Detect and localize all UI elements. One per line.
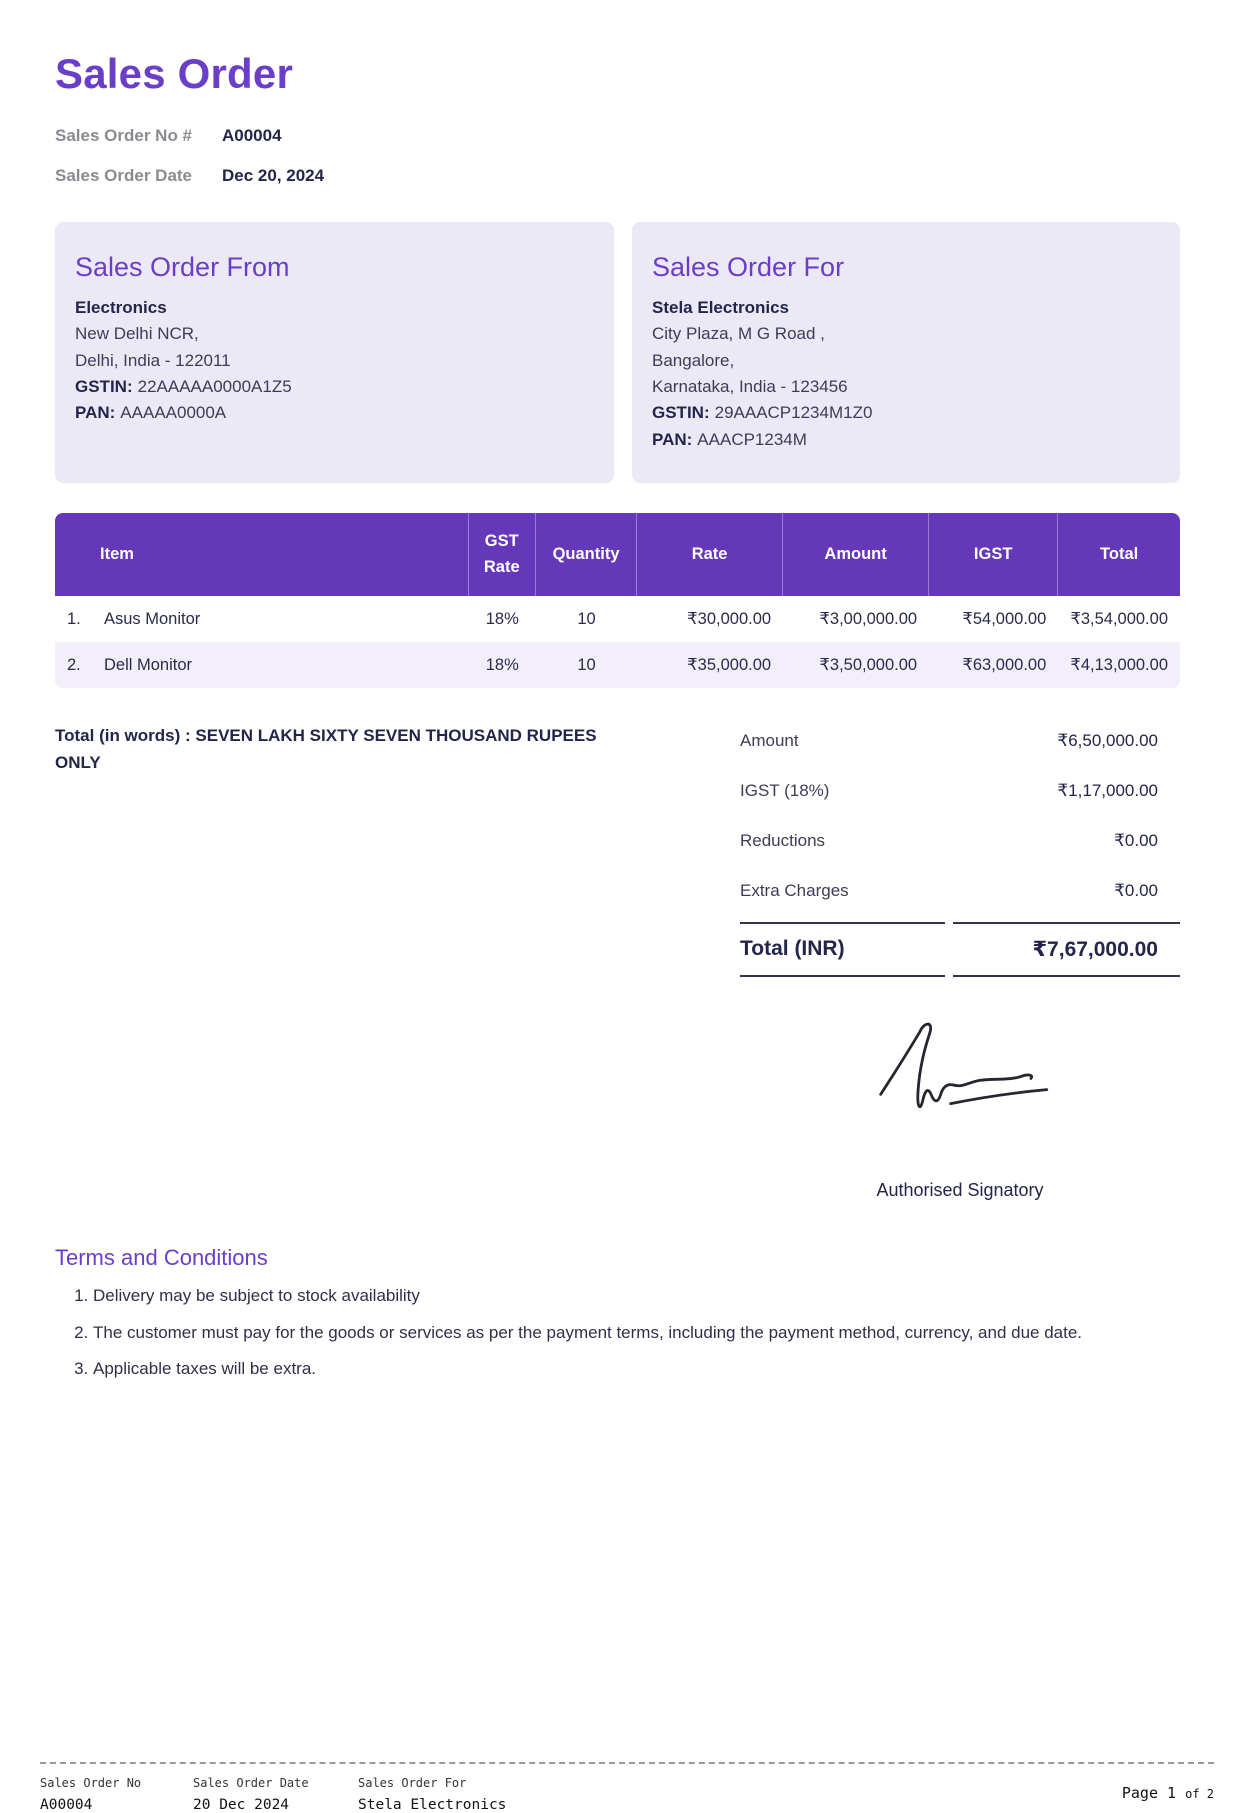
summary-label: Amount — [740, 731, 799, 751]
footer-order-date — [193, 1776, 358, 1813]
rate-cell: ₹35,000.00 — [637, 642, 783, 688]
igst-cell: ₹63,000.00 — [929, 642, 1058, 688]
summary-row-igst — [740, 766, 1180, 816]
buyer-address-line: Bangalore, — [652, 350, 735, 370]
column-header-igst: IGST — [929, 513, 1058, 596]
buyer-panel — [632, 222, 1180, 483]
seller-pan — [75, 400, 594, 426]
buyer-pan — [652, 427, 1160, 453]
summary-label: Extra Charges — [740, 881, 849, 901]
buyer-panel-heading: Sales Order For — [652, 252, 845, 282]
column-header-rate: Rate — [637, 513, 783, 596]
column-header-gst-rate: GST Rate — [469, 513, 536, 596]
item-cell — [55, 642, 469, 688]
signature-image — [845, 1015, 1075, 1127]
seller-name: Electronics — [75, 298, 167, 317]
authorised-signatory-label: Authorised Signatory — [876, 1180, 1044, 1201]
items-table-header-row — [55, 513, 1180, 596]
seller-gstin-value: 22AAAAA0000A1Z5 — [137, 377, 292, 397]
order-date-value: Dec 20, 2024 — [222, 166, 325, 185]
grand-total-label: Total (INR) — [740, 922, 945, 977]
summary-row-reductions — [740, 816, 1180, 866]
page-number: Page 1 — [1121, 1784, 1177, 1802]
summary-row-extra-charges — [740, 866, 1180, 916]
page-title: Sales Order — [55, 50, 293, 97]
buyer-gstin — [652, 400, 1160, 426]
terms-heading: Terms and Conditions — [55, 1245, 268, 1271]
amount-cell: ₹3,50,000.00 — [783, 642, 929, 688]
total-in-words: Total (in words) : SEVEN LAKH SIXTY SEVEN THOUSAND RUPEES ONLY — [55, 726, 597, 773]
terms-item: 3. Applicable taxes will be extra. — [93, 1356, 1180, 1382]
page-footer — [40, 1762, 1214, 1813]
buyer-gstin-value: 29AAACP1234M1Z0 — [714, 403, 873, 423]
table-row — [55, 642, 1180, 688]
terms-item: 1. Delivery may be subject to stock availability — [93, 1283, 1180, 1309]
summary-value: ₹6,50,000.00 — [1057, 731, 1158, 751]
order-number-row — [55, 126, 1180, 146]
footer-order-for-label: Sales Order For — [358, 1776, 467, 1790]
buyer-pan-value: AAACP1234M — [697, 429, 807, 449]
grand-total-value: ₹7,67,000.00 — [953, 922, 1180, 977]
footer-order-date-value: 20 Dec 2024 — [193, 1797, 290, 1813]
order-number-value: A00004 — [222, 126, 282, 145]
buyer-address-line: City Plaza, M G Road , — [652, 324, 825, 344]
footer-order-date-label: Sales Order Date — [193, 1776, 309, 1790]
column-header-quantity: Quantity — [536, 513, 637, 596]
order-date-row — [55, 166, 1180, 186]
gst-rate-cell: 18% — [469, 642, 536, 688]
order-meta — [55, 126, 1180, 186]
buyer-address-line: Karnataka, India - 123456 — [652, 377, 848, 397]
buyer-name: Stela Electronics — [652, 298, 790, 317]
item-name: Dell Monitor — [104, 655, 193, 674]
column-header-total: Total — [1058, 513, 1180, 596]
seller-pan-value: AAAAA0000A — [120, 403, 227, 423]
grand-total-row — [740, 922, 1180, 977]
gst-rate-cell: 18% — [485, 609, 519, 628]
summary-label: Reductions — [740, 831, 826, 851]
summary-value: ₹1,17,000.00 — [1057, 781, 1158, 801]
column-header-item: Item — [55, 513, 469, 596]
summary-value: ₹0.00 — [1114, 831, 1158, 851]
footer-order-for — [358, 1776, 1122, 1813]
item-name: Asus Monitor — [104, 609, 201, 628]
order-number-label: Sales Order No # — [55, 126, 193, 145]
seller-gstin — [75, 374, 594, 400]
amount-cell: ₹3,00,000.00 — [819, 610, 918, 629]
quantity-cell: 10 — [577, 609, 596, 628]
summary-row-amount — [740, 716, 1180, 766]
items-table — [55, 513, 1180, 688]
buyer-gstin-label: GSTIN: — [652, 403, 710, 423]
column-header-amount: Amount — [783, 513, 929, 596]
seller-pan-label: PAN: — [75, 403, 116, 423]
footer-order-no-label: Sales Order No — [40, 1776, 142, 1790]
summary-label: IGST (18%) — [740, 781, 830, 801]
seller-gstin-label: GSTIN: — [75, 377, 133, 397]
item-serial: 2. — [67, 655, 81, 674]
rate-cell: ₹30,000.00 — [687, 610, 772, 629]
total-cell: ₹3,54,000.00 — [1070, 610, 1168, 629]
page-count: of 2 — [1185, 1787, 1214, 1801]
item-cell — [55, 596, 469, 642]
footer-order-no-value: A00004 — [40, 1797, 93, 1813]
order-date-label: Sales Order Date — [55, 166, 193, 185]
seller-panel — [55, 222, 614, 483]
summary-panel — [740, 716, 1180, 977]
summary-value: ₹0.00 — [1114, 881, 1158, 901]
quantity-cell: 10 — [536, 642, 637, 688]
igst-cell: ₹54,000.00 — [962, 610, 1047, 629]
footer-order-no — [40, 1776, 193, 1813]
signature-block — [740, 977, 1180, 1201]
terms-item: 2. The customer must pay for the goods or services as per the payment terms, including the payment method, currency, and due date. — [93, 1320, 1180, 1346]
seller-address-line: Delhi, India - 122011 — [75, 350, 231, 370]
item-serial: 1. — [67, 609, 81, 628]
table-row — [55, 596, 1180, 642]
total-cell: ₹4,13,000.00 — [1058, 642, 1180, 688]
page-indicator — [1122, 1784, 1214, 1802]
footer-order-for-value: Stela Electronics — [358, 1797, 507, 1813]
terms-section — [55, 1245, 1180, 1382]
buyer-pan-label: PAN: — [652, 429, 693, 449]
seller-address-line: New Delhi NCR, — [75, 324, 199, 344]
seller-panel-heading: Sales Order From — [75, 252, 290, 282]
